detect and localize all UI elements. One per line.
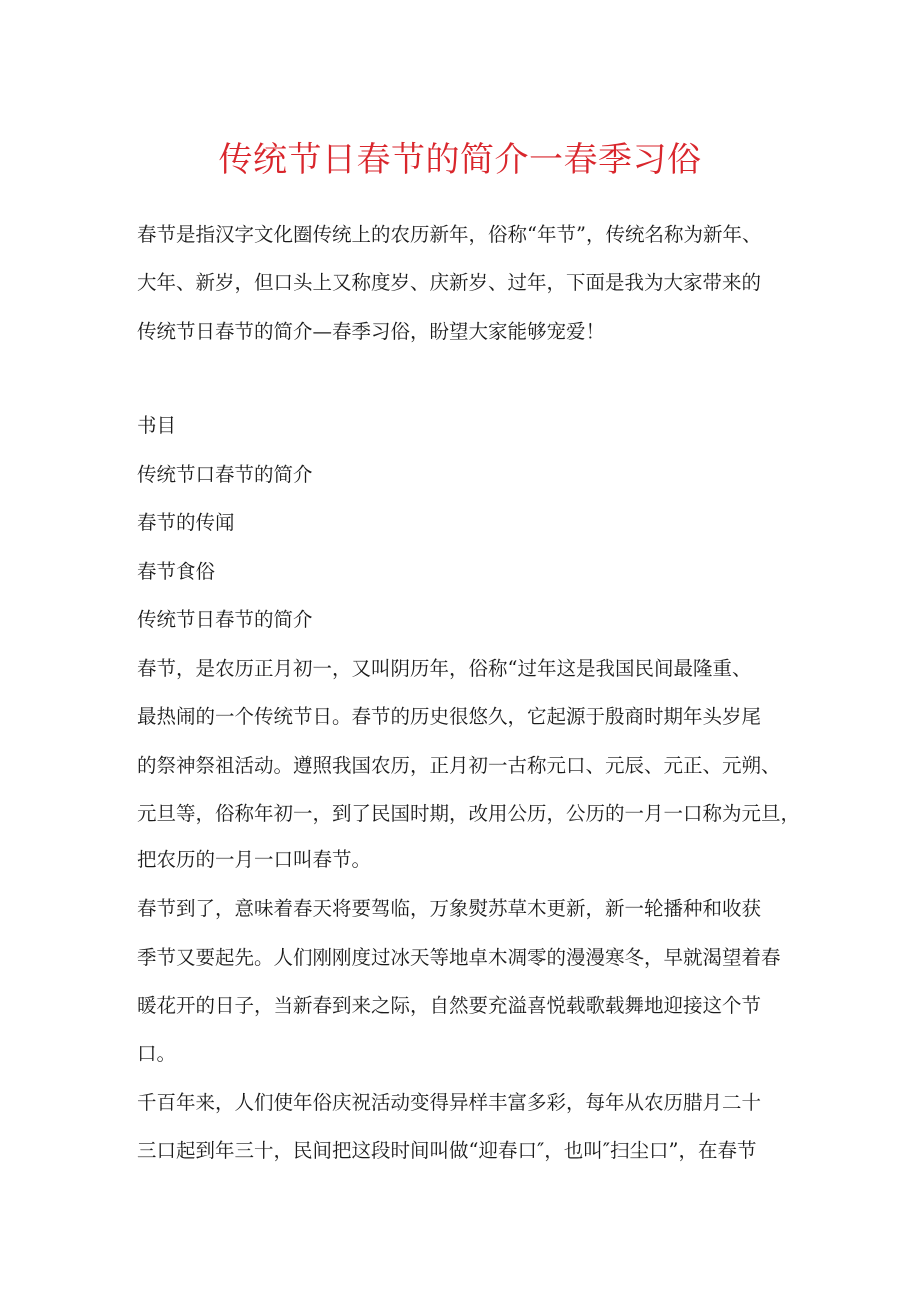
intro-line: 春节是指汉字文化圈传统上的农历新年，俗称“年节”，传统名称为新年、 (137, 223, 762, 246)
document-title: 传统节日春节的简介一春季习俗 (218, 140, 702, 180)
toc-item: 传统节口春节的简介 (137, 463, 313, 486)
section-heading: 传统节日春节的简介 (137, 608, 313, 631)
paragraph-3-line: 千百年来，人们使年俗庆祝活动变得异样丰富多彩，每年从农历腊月二十 (137, 1091, 762, 1114)
intro-line: 大年、新岁，但口头上又称度岁、庆新岁、过年，下面是我为大家带来的 (137, 271, 762, 294)
paragraph-2-line: 暖花开的日子，当新春到来之际，自然要充溢喜悦载歌载舞地迎接这个节 (137, 994, 762, 1017)
paragraph-1-line: 的祭神祭祖活动。遵照我国农历，正月初一古称元口、元辰、元正、元朔、 (137, 754, 781, 777)
paragraph-2-line: 口。 (137, 1042, 177, 1065)
paragraph-1-line: 元旦等，俗称年初一，到了民国时期，改用公历，公历的一月一口称为元旦， (137, 802, 801, 825)
paragraph-2-line: 春节到了，意味着春天将要驾临，万象熨苏草木更新，新一轮播种和收获 (137, 897, 762, 920)
toc-heading: 书目 (137, 414, 177, 437)
paragraph-2-line: 季节又要起先。人们刚刚度过冰天等地卓木凋零的漫漫寒冬，早就渴望着春 (137, 946, 781, 969)
paragraph-1-line: 把农历的一月一口叫春节。 (137, 848, 372, 871)
paragraph-1-line: 最热闹的一个传统节日。春节的历史很悠久，它起源于殷商时期年头岁尾 (137, 705, 762, 728)
paragraph-1-line: 春节，是农历正月初一，又叫阴历年，俗称“过年这是我国民间最隆重、 (137, 657, 752, 680)
intro-line: 传统节日春节的简介—春季习俗，盼望大家能够宠爱！ (137, 320, 606, 343)
paragraph-3-line: 三口起到年三十，民间把这段时间叫做“迎春口″，也叫″扫尘口”，在春节 (137, 1139, 757, 1162)
toc-item: 春节的传闻 (137, 511, 235, 534)
toc-item: 春节食俗 (137, 560, 216, 583)
